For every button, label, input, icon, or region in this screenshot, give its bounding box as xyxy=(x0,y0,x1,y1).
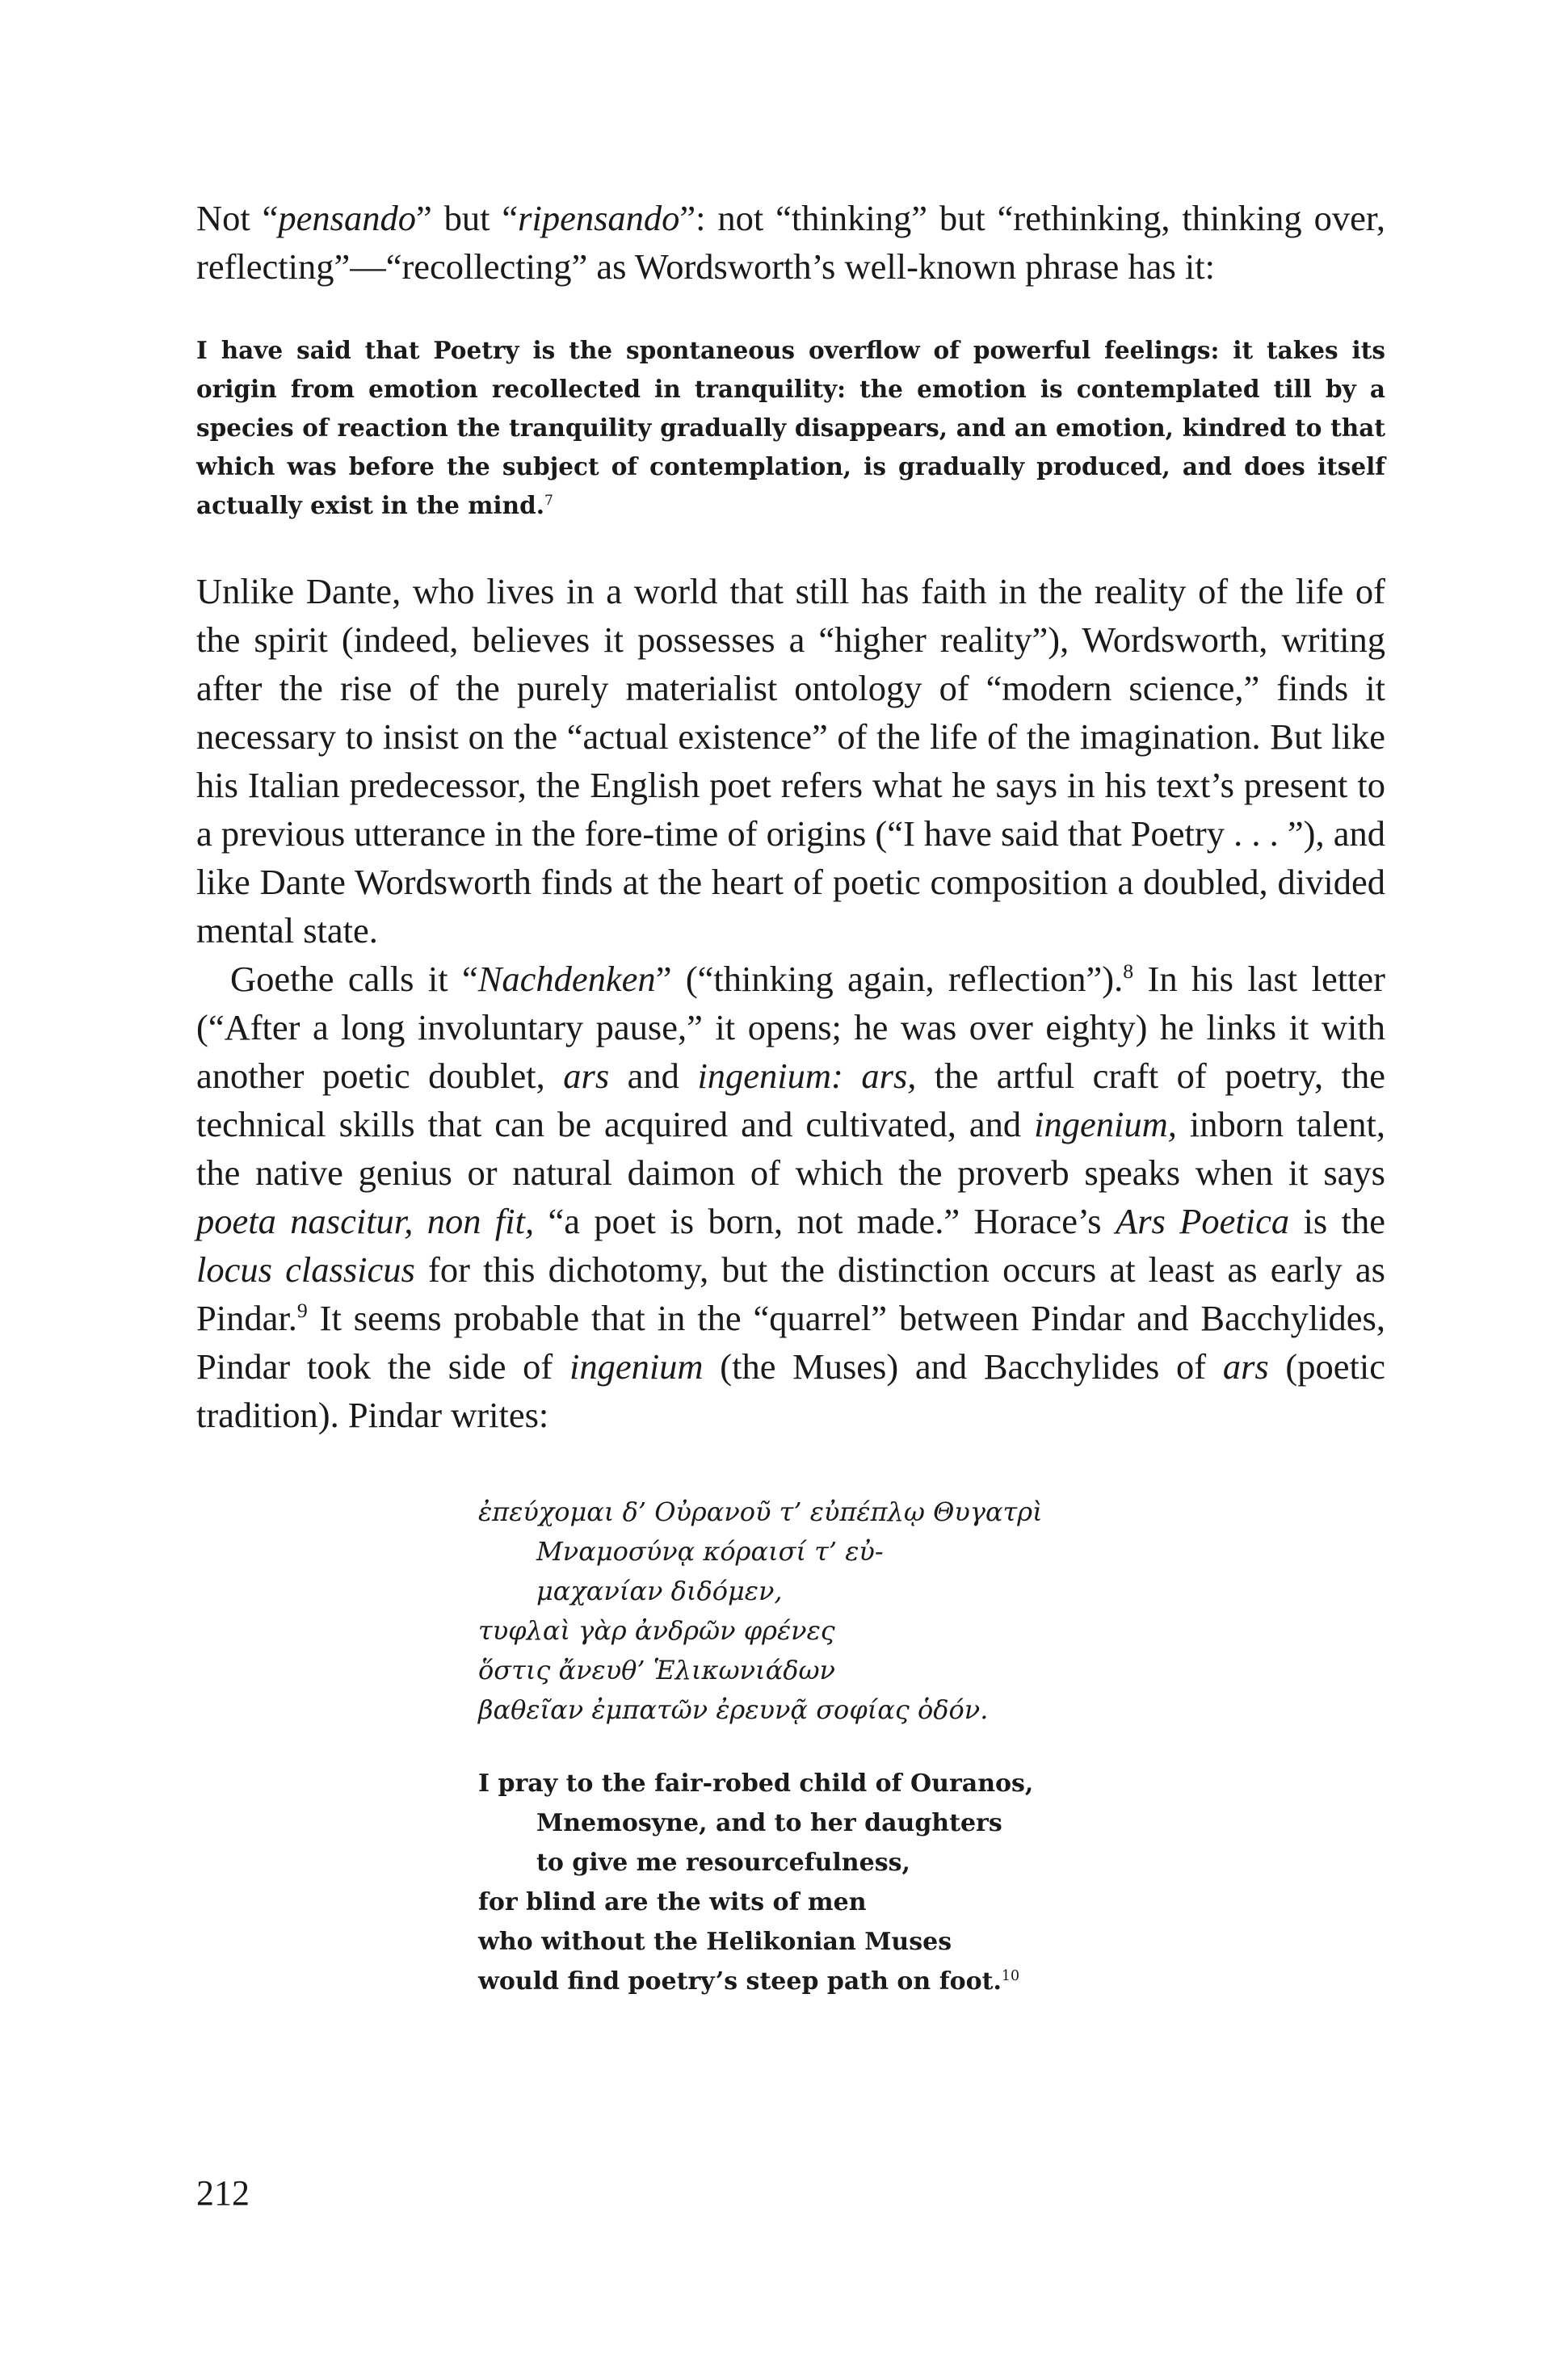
text-run: Not “ xyxy=(196,198,279,238)
text-run: inborn talent, the native genius or natural daimon of which the proverb speaks when it says xyxy=(196,1104,1385,1193)
paragraph-pensando xyxy=(196,194,1385,291)
greek-line: Μναμοσύνᾳ κόραισί τ’ εὐ- xyxy=(536,1536,884,1567)
italic-term: pensando xyxy=(278,198,416,238)
pindar-translation-verse xyxy=(478,1764,1385,2001)
greek-line: ὅστις ἄνευθ’ Ἑλικωνιάδων xyxy=(478,1655,835,1685)
translation-line: to give me resourcefulness, xyxy=(536,1849,910,1877)
wordsworth-block-quote xyxy=(196,331,1385,525)
greek-line: βαθεῖαν ἐμπατῶν ἐρευνᾷ σοφίας ὁδόν. xyxy=(478,1694,989,1725)
italic-term: ingenium xyxy=(569,1346,704,1387)
text-run: for this dichotomy, but the distinction occurs at least as early as Pindar. xyxy=(196,1249,1385,1338)
translation-line: for blind are the wits of men xyxy=(478,1888,867,1916)
translation-line: Mnemosyne, and to her daughters xyxy=(536,1809,1002,1837)
text-run: (poetic tradition). Pindar writes: xyxy=(196,1346,1385,1435)
paragraph-unlike-dante xyxy=(196,567,1385,955)
page-content xyxy=(196,194,1385,2001)
italic-term: poeta nascitur, non fit, xyxy=(196,1201,535,1241)
greek-line: μαχανίαν διδόμεν, xyxy=(536,1576,783,1606)
italic-term: locus classicus xyxy=(196,1249,415,1290)
text-run: is the xyxy=(1289,1201,1386,1241)
text-run: ” (“thinking again, reflection”). xyxy=(655,959,1124,999)
text-run: ”: not “thinking” but “rethinking, thinking over, reflecting”—“recollecting” as Wordsworth’s well-known phrase has it: xyxy=(196,198,1385,287)
text-run: Goethe calls it “ xyxy=(230,959,478,999)
footnote-marker: 8 xyxy=(1123,959,1134,984)
text-run: the artful craft of poetry, the technical skills that can be acquired and cultivated, and xyxy=(196,1056,1385,1144)
text-run: ” but “ xyxy=(415,198,519,238)
greek-line: ἐπεύχομαι δ’ Οὐρανοῦ τ’ εὐπέπλῳ Θυγατρὶ xyxy=(478,1496,1043,1527)
text-run: (the Muses) and Bacchylides of xyxy=(703,1346,1223,1387)
translation-line-last xyxy=(478,1962,1385,2001)
footnote-marker: 10 xyxy=(1001,1968,1020,1984)
page-number: 212 xyxy=(196,2173,250,2213)
italic-term: ars xyxy=(563,1056,610,1096)
italic-term: ars xyxy=(1222,1346,1269,1387)
italic-term: Ars Poetica xyxy=(1116,1201,1290,1241)
italic-term: ripensando xyxy=(518,198,680,238)
text-run: “a poet is born, not made.” Horace’s xyxy=(534,1201,1116,1241)
text-run: and xyxy=(609,1056,698,1096)
italic-term: ingenium, xyxy=(1034,1104,1177,1144)
footnote-marker: 9 xyxy=(296,1299,308,1323)
translation-line-text: would find poetry’s steep path on foot. xyxy=(478,1967,1002,1996)
text-run: It seems probable that in the “quarrel” between Pindar and Bacchylides, Pindar took the side of xyxy=(196,1298,1385,1387)
italic-term: ingenium: ars, xyxy=(697,1056,917,1096)
pindar-greek-verse xyxy=(478,1492,1385,1730)
translation-line: I pray to the fair-robed child of Ouranos, xyxy=(478,1769,1034,1798)
text-run: Unlike Dante, who lives in a world that still has faith in the reality of the life of the spirit (indeed, believes it possesses a “higher reality”), Wordsworth, writing after the rise of the purely materialist ontology of “modern science,” finds it necessary to insist on the “actual existence” of the life of the imagination. But like his Italian predecessor, the English poet refers what he says in his text’s present to a previous utterance in the fore-time of origins (“I have said that Poetry . . . ”), and like Dante Wordsworth finds at the heart of poetic composition a doubled, divided mental state. xyxy=(196,571,1385,951)
text-run: In his last letter (“After a long involuntary pause,” it opens; he was over eighty) he links it with another poetic doublet, xyxy=(196,959,1385,1096)
paragraph-goethe xyxy=(196,955,1385,1439)
greek-line: τυφλαὶ γὰρ ἀνδρῶν φρένες xyxy=(478,1615,835,1646)
italic-term: Nachdenken xyxy=(477,959,656,999)
translation-line: who without the Helikonian Muses xyxy=(478,1928,952,1956)
quote-text: I have said that Poetry is the spontaneous overflow of powerful feelings: it takes its origin from emotion recollected in tranquility: the emotion is contemplated till by a species of reaction the tranquility gradually disappears, and an emotion, kindred to that which was before the subject of contemplation, is gradually produced, and does itself actually exist in the mind. xyxy=(196,336,1385,519)
footnote-marker: 7 xyxy=(544,493,553,510)
